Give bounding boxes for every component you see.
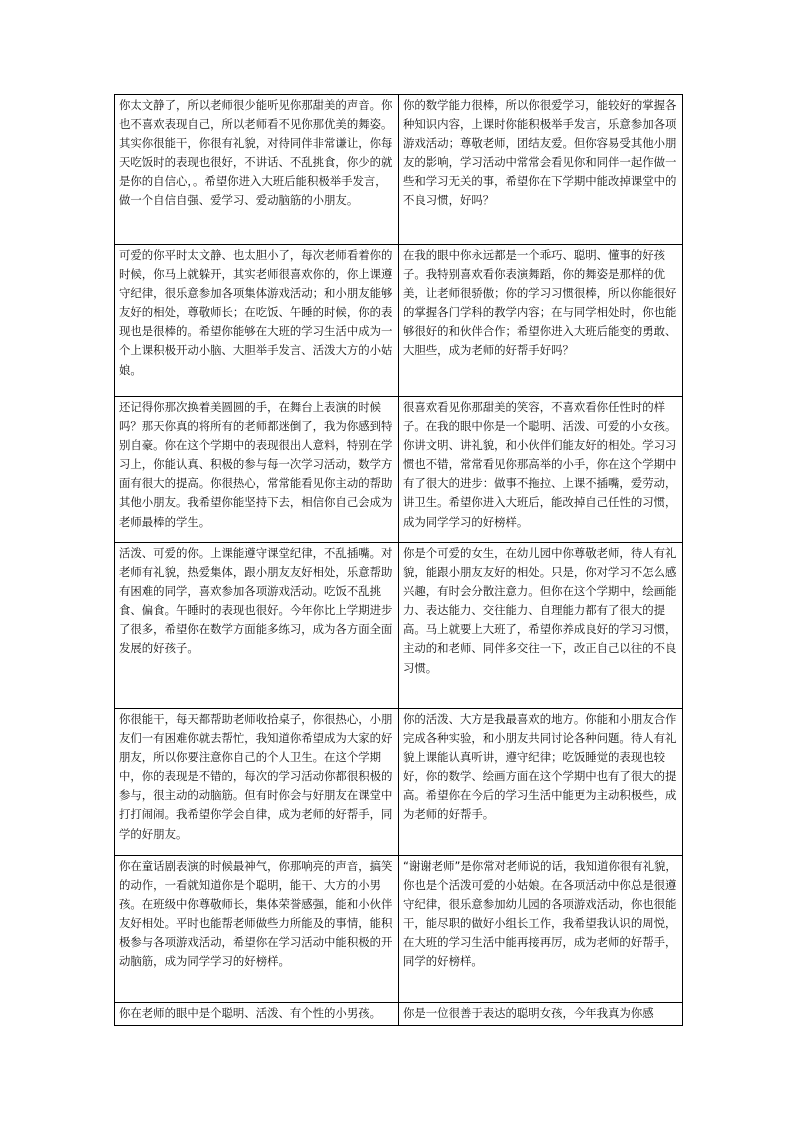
comment-cell: 可爱的你平时太文静、也太胆小了，每次老师看着你的时候，你马上就躲开，其实老师很喜欢你的，你上课遵守纪律，很乐意参加各项集体游戏活动；和小朋友能够友好的相处，尊敬师长；在吃饭、午睡的时候，你的表现也是很棒的。希望你能够在大班的学习生活中成为一个上课积极开动小脑、大胆举手发言、活泼大方的小姑娘。 (115, 245, 399, 397)
table-row (115, 709, 683, 856)
comment-cell: 在我的眼中你永远都是一个乖巧、聪明、懂事的好孩子。我特别喜欢看你表演舞蹈，你的舞姿是那样的优美，让老师很骄傲；你的学习习惯很棒，所以你能很好的掌握各门学科的教学内容；在与同学相处时，你也能够很好的和伙伴合作；希望你进入大班后能变的勇敢、大胆些，成为老师的好帮手好吗？ (399, 245, 683, 397)
table-row (115, 1003, 683, 1026)
comment-cell: 你是一位很善于表达的聪明女孩，今年我真为你感 (399, 1003, 683, 1026)
table-row (115, 245, 683, 397)
comment-cell: “谢谢老师”是你常对老师说的话，我知道你很有礼貌，你也是个活泼可爱的小姑娘。在各项活动中你总是很遵守纪律，很乐意参加幼儿园的各项游戏活动，你也很能干，能尽职的做好小组长工作，我希望我认识的周悦，在大班的学习生活中能再接再厉，成为老师的好帮手，同学的好榜样。 (399, 856, 683, 1003)
comment-cell: 你太文静了，所以老师很少能听见你那甜美的声音。你也不喜欢表现自己，所以老师看不见你那优美的舞姿。其实你很能干，你很有礼貌，对待同伴非常谦让，你每天吃饭时的表现也很好，不讲话、不乱挑食，你少的就是你的自信心，。希望你进入大班后能积极举手发言，做一个自信自强、爱学习、爱动脑筋的小朋友。 (115, 95, 399, 245)
comment-cell: 你在老师的眼中是个聪明、活泼、有个性的小男孩。 (115, 1003, 399, 1026)
comment-cell: 很喜欢看见你那甜美的笑容，不喜欢看你任性时的样子。在我的眼中你是一个聪明、活泼、可爱的小女孩。你讲文明、讲礼貌，和小伙伴们能友好的相处。学习习惯也不错，常常看见你那高举的小手，你在这个学期中有了很大的进步：做事不拖拉、上课不插嘴，爱劳动，讲卫生。希望你进入大班后，能改掉自己任性的习惯，成为同学学习的好榜样。 (399, 397, 683, 543)
comment-cell: 活泼、可爱的你。上课能遵守课堂纪律，不乱插嘴。对老师有礼貌，热爱集体，跟小朋友友好相处，乐意帮助有困难的同学，喜欢参加各项游戏活动。吃饭不乱挑食、偏食。午睡时的表现也很好。今年你比上学期进步了很多，希望你在数学方面能多练习，成为各方面全面发展的好孩子。 (115, 543, 399, 709)
comment-cell: 还记得你那次换着美圆圆的手，在舞台上表演的时候吗？那天你真的将所有的老师都迷倒了，我为你感到特别自豪。你在这个学期中的表现很出人意料，特别在学习上，你能认真、积极的参与每一次学习活动，数学方面有很大的提高。你很热心，常常能看见你主动的帮助其他小朋友。我希望你能坚持下去，相信你自己会成为老师最棒的学生。 (115, 397, 399, 543)
table-row (115, 95, 683, 245)
table-row (115, 543, 683, 709)
comment-cell: 你是个可爱的女生，在幼儿园中你尊敬老师，待人有礼貌，能跟小朋友友好的相处。只是，你对学习不怎么感兴趣，有时会分散注意力。但你在这个学期中，绘画能力、表达能力、交往能力、自理能力都有了很大的提高。马上就要上大班了，希望你养成良好的学习习惯，主动的和老师、同伴多交往一下，改正自己以往的不良习惯。 (399, 543, 683, 709)
comment-cell: 你很能干，每天都帮助老师收拾桌子，你很热心，小朋友们一有困难你就去帮忙，我知道你希望成为大家的好朋友，所以你要注意你自己的个人卫生。在这个学期中，你的表现是不错的，每次的学习活动你都很积极的参与，很主动的动脑筋。但有时你会与好朋友在课堂中打打闹闹。我希望你学会自律，成为老师的好帮手，同学的好朋友。 (115, 709, 399, 856)
table-row (115, 856, 683, 1003)
comment-table (114, 94, 683, 1026)
comment-cell: 你在童话剧表演的时候最神气，你那响亮的声音，搞笑的动作，一看就知道你是个聪明，能干、大方的小男孩。在班级中你尊敬师长，集体荣誉感强，能和小伙伴友好相处。平时也能帮老师做些力所能及的事情，能积极参与各项游戏活动，希望你在学习活动中能积极的开动脑筋，成为同学学习的好榜样。 (115, 856, 399, 1003)
table-row (115, 397, 683, 543)
comment-cell: 你的活泼、大方是我最喜欢的地方。你能和小朋友合作完成各种实验，和小朋友共同讨论各种问题。待人有礼貌上课能认真听讲，遵守纪律；吃饭睡觉的表现也较好，你的数学、绘画方面在这个学期中也有了很大的提高。希望你在今后的学习生活中能更为主动积极些，成为老师的好帮手。 (399, 709, 683, 856)
comment-cell: 你的数学能力很棒，所以你很爱学习，能较好的掌握各种知识内容，上课时你能积极举手发言，乐意参加各项游戏活动；尊敬老师，团结友爱。但你容易受其他小朋友的影响，学习活动中常常会看见你和同伴一起作做一些和学习无关的事，希望你在下学期中能改掉课堂中的不良习惯，好吗？ (399, 95, 683, 245)
